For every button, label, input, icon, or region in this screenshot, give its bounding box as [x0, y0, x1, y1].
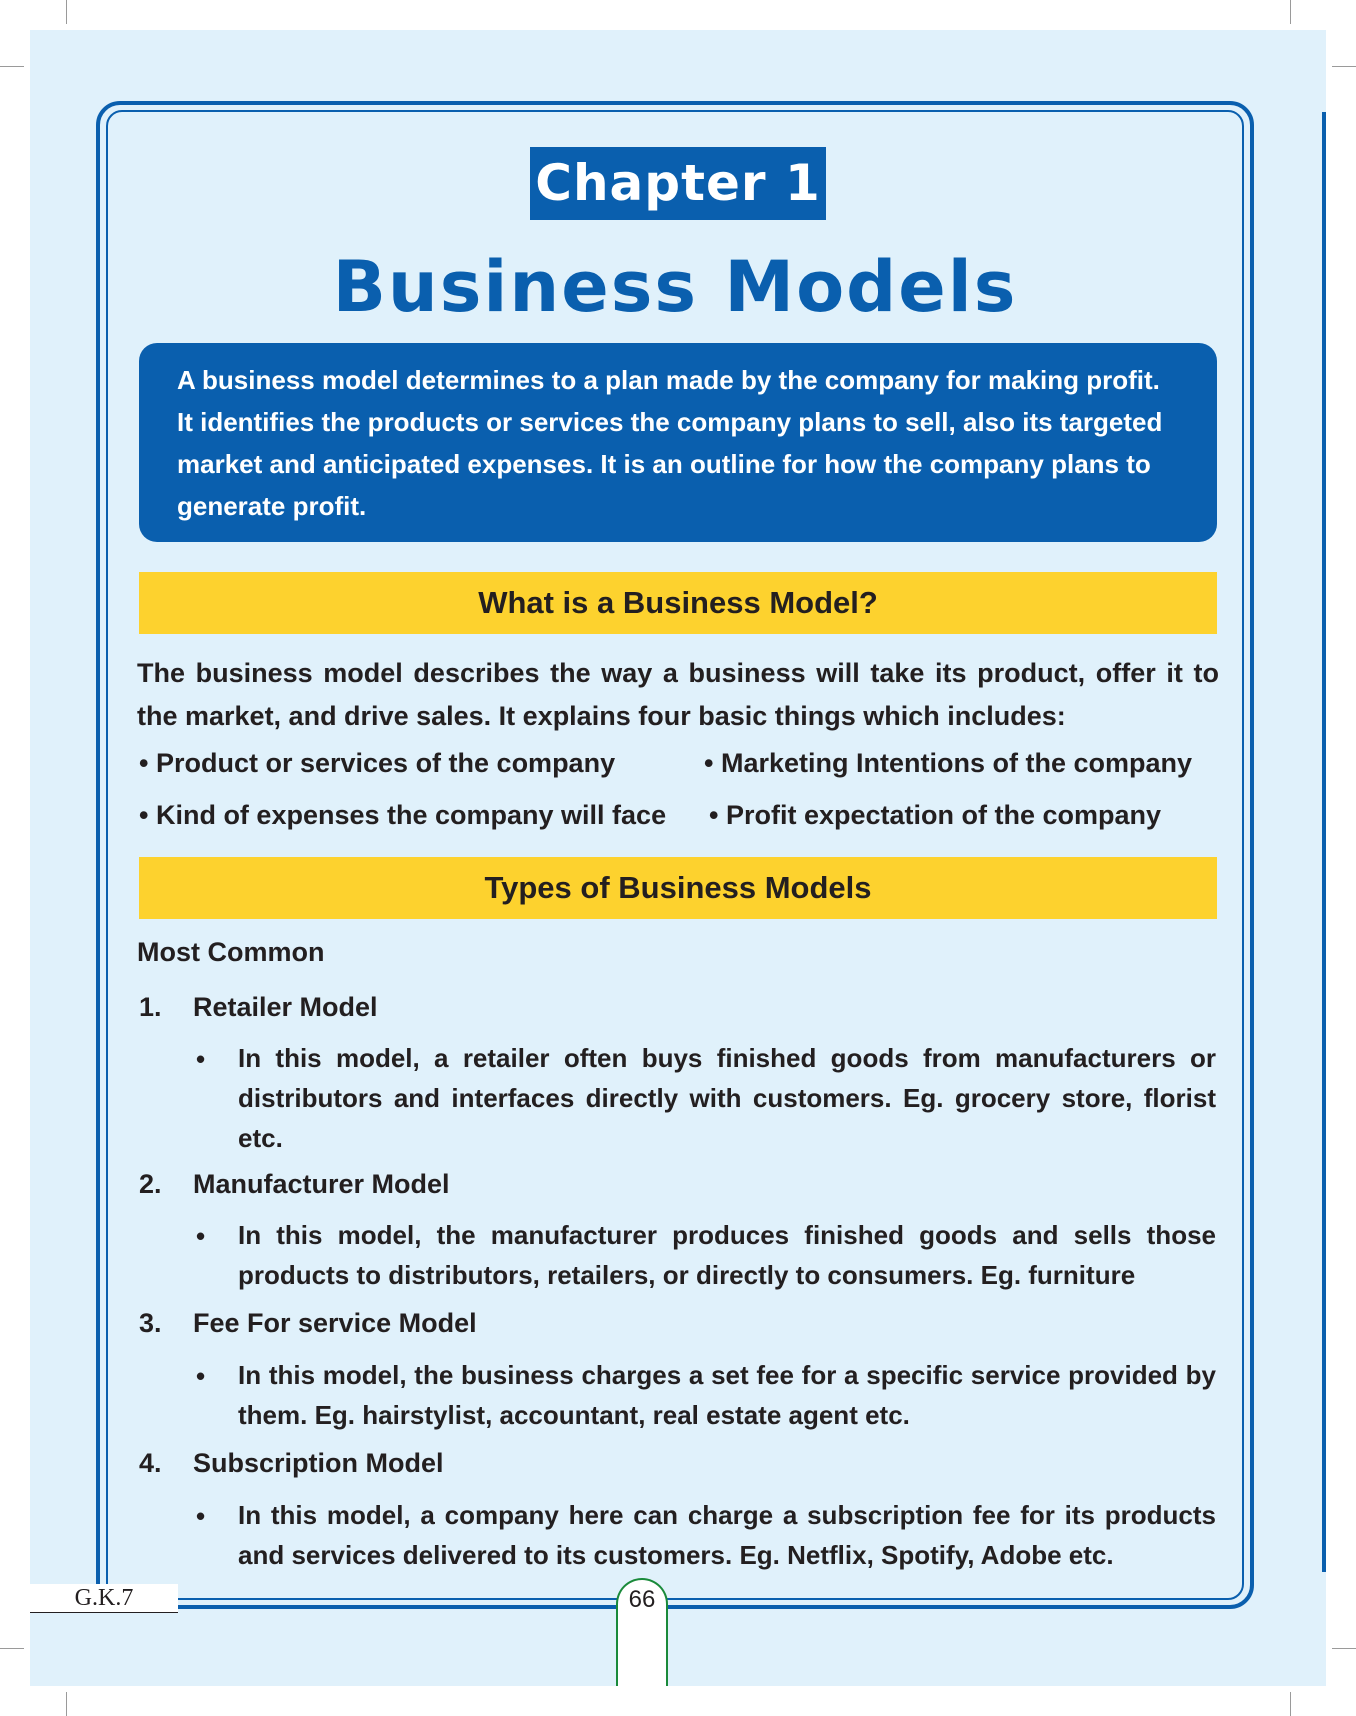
bullet-products: • Product or services of the company — [139, 748, 616, 778]
item-title-fee-for-service: Fee For service Model — [193, 1308, 477, 1338]
item-title-manufacturer: Manufacturer Model — [193, 1169, 450, 1199]
crop-mark — [1332, 66, 1356, 67]
section1-paragraph: The business model describes the way a business will take its product, offer it to the market, and drive sales. It explains four basic things which includes: — [137, 658, 1219, 731]
item-bullet: • — [196, 1501, 206, 1531]
item-desc-retailer: In this model, a retailer often buys finished goods from manufacturers or distributors and interfaces directly with customers. Eg. grocery store, florist etc. — [238, 1043, 1216, 1153]
intro-box — [139, 343, 1217, 542]
crop-mark — [1290, 0, 1291, 24]
crop-mark — [66, 0, 67, 24]
item-bullet: • — [196, 1044, 206, 1074]
item-number: 4. — [139, 1448, 162, 1478]
section-heading-types: Types of Business Models — [139, 857, 1217, 919]
item-title-subscription: Subscription Model — [193, 1448, 444, 1478]
item-number: 1. — [139, 992, 162, 1022]
intro-text: A business model determines to a plan made by the company for making profit. It identifies the products or services the company plans to sell, also its targeted market and anticipated expenses. It is an outline for how the company plans to generate profit. — [177, 365, 1163, 521]
book-code: G.K.7 — [30, 1584, 178, 1613]
crop-mark — [1290, 1692, 1291, 1716]
item-desc-fee-for-service: In this model, the business charges a set fee for a specific service provided by them. Eg. hairstylist, accountant, real estate agent etc. — [238, 1360, 1216, 1430]
item-number: 3. — [139, 1308, 162, 1338]
item-bullet: • — [196, 1221, 206, 1251]
item-desc-subscription: In this model, a company here can charge a subscription fee for its products and services delivered to its customers. Eg. Netflix, Spotify, Adobe etc. — [238, 1500, 1216, 1570]
right-edge-strip — [1322, 112, 1326, 1572]
page-title: Business Models — [332, 246, 1018, 328]
chapter-label: Chapter 1 — [530, 147, 826, 220]
item-desc-manufacturer: In this model, the manufacturer produces finished goods and sells those products to distributors, retailers, or directly to consumers. Eg. furniture — [238, 1220, 1216, 1290]
bullet-expenses: • Kind of expenses the company will face — [139, 800, 667, 830]
crop-mark — [66, 1692, 67, 1716]
crop-mark — [1332, 1648, 1356, 1649]
crop-mark — [0, 66, 24, 67]
section-heading-what-is: What is a Business Model? — [139, 572, 1217, 634]
page-number: 66 — [628, 1586, 656, 1613]
item-title-retailer: Retailer Model — [193, 992, 378, 1022]
item-number: 2. — [139, 1169, 162, 1199]
bullet-marketing: • Marketing Intentions of the company — [704, 748, 1192, 778]
subheading-most-common: Most Common — [137, 937, 325, 967]
crop-mark — [0, 1648, 24, 1649]
bullet-profit: • Profit expectation of the company — [709, 800, 1162, 830]
item-bullet: • — [196, 1361, 206, 1391]
